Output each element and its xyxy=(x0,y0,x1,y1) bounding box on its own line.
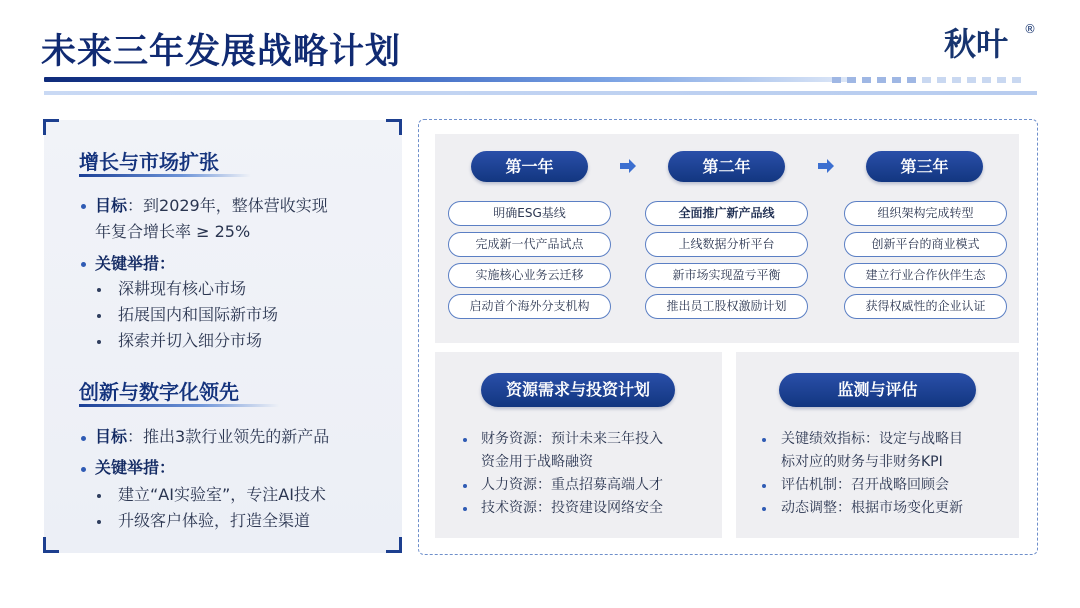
year-2-item: 推出员工股权激励计划 xyxy=(645,294,808,319)
goal-text: ：推出3款行业领先的新产品 xyxy=(127,427,330,446)
year-3-item: 创新平台的商业模式 xyxy=(844,232,1007,257)
year-3-item: 获得权威性的企业认证 xyxy=(844,294,1007,319)
goal-line xyxy=(95,425,329,449)
monitoring-line-cont: 标对应的财务与非财务KPI xyxy=(781,454,943,470)
year-1-item: 实施核心业务云迁移 xyxy=(448,263,611,288)
measure-item: 升级客户体验，打造全渠道 xyxy=(118,511,311,530)
arrow-right-icon xyxy=(817,159,835,173)
page-title: 未来三年发展战略计划 xyxy=(41,32,402,72)
resources-line: 人力资源：重点招募高端人才 xyxy=(481,477,663,493)
year-2-item: 上线数据分析平台 xyxy=(645,232,808,257)
corner-bracket xyxy=(43,119,59,135)
measures-label: 关键举措 xyxy=(95,254,160,273)
bullet-dot xyxy=(81,467,86,472)
measures-heading: 关键举措： xyxy=(95,458,176,477)
year-1-item: 明确ESG基线 xyxy=(448,201,611,226)
year-1-badge: 第一年 xyxy=(471,151,588,182)
goal-label: 目标 xyxy=(95,196,128,215)
sub-bullet xyxy=(97,288,101,292)
logo-text: 秋叶 xyxy=(944,25,1009,63)
goal-text-cont: 年复合增长率 ≥ 25% xyxy=(95,222,251,241)
bullet-dot xyxy=(81,436,86,441)
corner-bracket xyxy=(386,119,402,135)
header-decoration-squares xyxy=(832,77,1040,83)
sub-bullet xyxy=(97,340,101,344)
year-2-badge: 第二年 xyxy=(668,151,785,182)
sub-bullet xyxy=(97,520,101,524)
monitoring-line: 关键绩效指标：设定与战略目 xyxy=(781,431,963,447)
sub-bullet xyxy=(97,494,101,498)
measure-item: 探索并切入细分市场 xyxy=(118,331,263,350)
corner-bracket xyxy=(43,537,59,553)
year-1-item: 完成新一代产品试点 xyxy=(448,232,611,257)
measure-item: 建立“AI实验室”，专注AI技术 xyxy=(118,485,326,504)
goal-line xyxy=(95,194,328,218)
bullet-dot xyxy=(463,507,467,511)
year-2-item: 新市场实现盈亏平衡 xyxy=(645,263,808,288)
section-underline xyxy=(79,404,279,407)
year-3-badge: 第三年 xyxy=(866,151,983,182)
measures-heading: 关键举措： xyxy=(95,254,176,273)
bullet-dot xyxy=(81,262,86,267)
resources-title: 资源需求与投资计划 xyxy=(481,373,675,407)
goal-label: 目标 xyxy=(95,427,128,446)
corner-bracket xyxy=(386,537,402,553)
bullet-dot xyxy=(81,204,86,209)
monitoring-title: 监测与评估 xyxy=(779,373,976,407)
year-3-item: 建立行业合作伙伴生态 xyxy=(844,263,1007,288)
arrow-right-icon xyxy=(619,159,637,173)
measures-label: 关键举措 xyxy=(95,458,160,477)
brand-logo xyxy=(944,24,1040,68)
bullet-dot xyxy=(463,438,467,442)
monitoring-line: 评估机制：召开战略回顾会 xyxy=(781,477,949,493)
bullet-dot xyxy=(762,438,766,442)
registered-mark: ® xyxy=(1024,22,1036,36)
resources-line: 技术资源：投资建设网络安全 xyxy=(481,500,663,516)
goal-text: ：到2029年，整体营收实现 xyxy=(127,196,328,215)
header-divider xyxy=(44,91,1037,95)
section-underline xyxy=(79,174,251,177)
header-gradient-bar xyxy=(44,77,848,82)
year-1-item: 启动首个海外分支机构 xyxy=(448,294,611,319)
measure-item: 深耕现有核心市场 xyxy=(118,279,247,298)
year-2-item: 全面推广新产品线 xyxy=(645,201,808,226)
sub-bullet xyxy=(97,314,101,318)
section-title-growth: 增长与市场扩张 xyxy=(79,150,219,174)
year-3-item: 组织架构完成转型 xyxy=(844,201,1007,226)
monitoring-line: 动态调整：根据市场变化更新 xyxy=(781,500,963,516)
bullet-dot xyxy=(762,507,766,511)
measure-item: 拓展国内和国际新市场 xyxy=(118,305,279,324)
bullet-dot xyxy=(762,484,766,488)
resources-line: 财务资源：预计未来三年投入 xyxy=(481,431,663,447)
bullet-dot xyxy=(463,484,467,488)
section-title-innovation: 创新与数字化领先 xyxy=(79,380,239,404)
resources-line-cont: 资金用于战略融资 xyxy=(481,454,593,470)
